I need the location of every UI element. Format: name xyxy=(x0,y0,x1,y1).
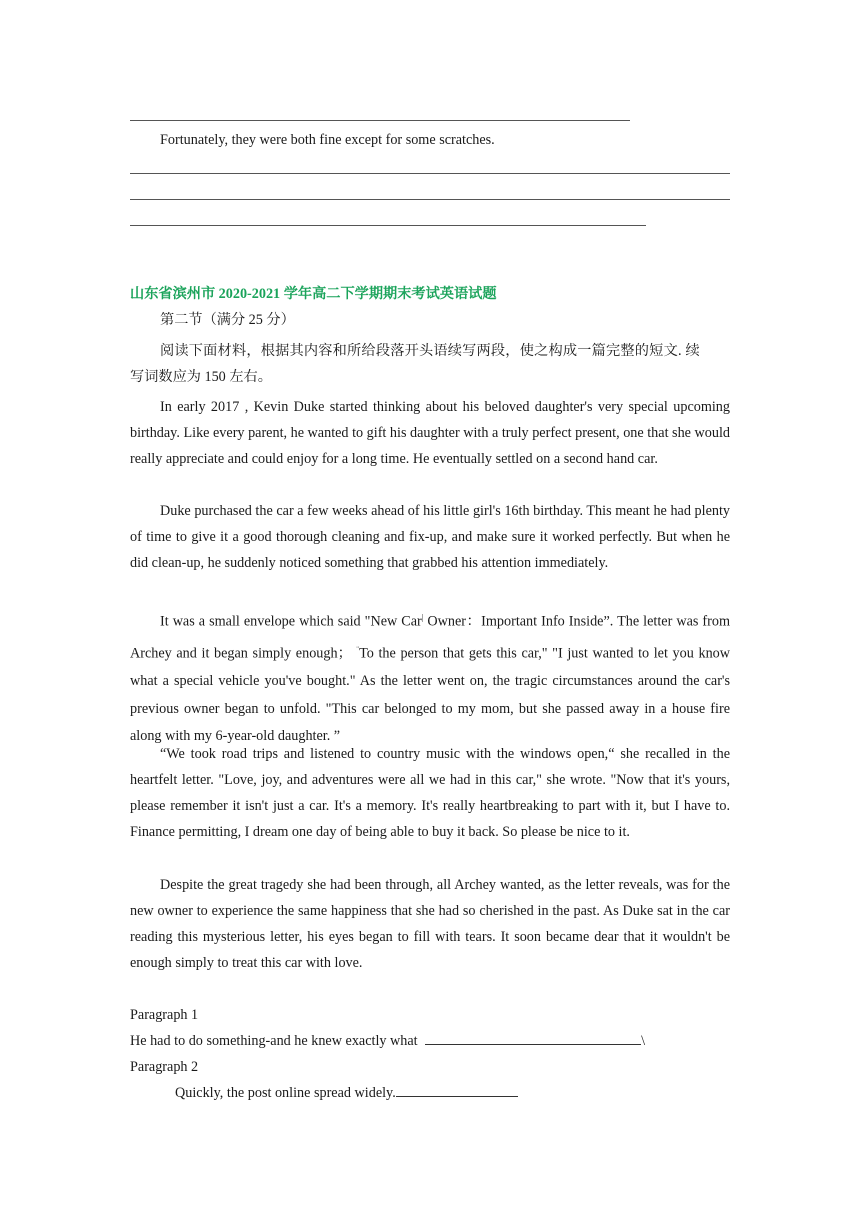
answer-line xyxy=(130,173,730,174)
paragraph-2-label: Paragraph 2 xyxy=(130,1059,199,1075)
paragraph-1-opening: He had to do something-and he knew exactly what \ xyxy=(130,1028,730,1054)
exam-title: 山东省滨州市 2020-2021 学年高二下学期期末考试英语试题 xyxy=(130,286,497,302)
answer-line xyxy=(130,225,646,226)
story-paragraph-1: In early 2017 , Kevin Duke started thinking about his beloved daughter's very special upcoming birthday. Like every parent, he wanted to gift his daughter with a truly perfect present, one that she would really appreciate and could enjoy for a long time. He eventually settled on a second hand car. xyxy=(130,399,730,467)
story-paragraph-3-part-b: Owner：Important Info Inside”. The letter was from Archey and it began simply enough； xyxy=(130,613,730,662)
story-paragraph-3-part-a: It was a small envelope which said "New Car xyxy=(160,613,422,630)
story-paragraph-4: “We took road trips and listened to country music with the windows open,“ she recalled in the heartfelt letter. "Love, joy, and adventures were all we had in this car," she wrote. "Now that it's yours, please remember it isn't just a car. It's a memory. It's really heartbreaking to part with it, but I have to. Finance permitting, I dream one day of being able to buy it back. So please be nice to it. xyxy=(130,746,730,840)
paragraph-2-opening: Quickly, the post online spread widely. xyxy=(130,1080,775,1106)
continuation-sentence: Fortunately, they were both fine except for some scratches. xyxy=(160,132,495,148)
story-paragraph-3: It was a small envelope which said "New Car| Owner：Important Info Inside”. The letter was from Archey and it began simply enough； ¨To the person that gets this car," "I just wanted to let you know what a special vehicle you've bought." As the letter went on, the tragic circumstances around the car's previous owner began to unfold. "This car belonged to my mom, but she passed away in a house fire along with my 6-year-old daughter. ” xyxy=(130,613,731,745)
paragraph-1-label: Paragraph 1 xyxy=(130,1007,199,1023)
story-paragraph-2: Duke purchased the car a few weeks ahead of his little girl's 16th birthday. This meant he had plenty of time to give it a good thorough cleaning and fix-up, and make sure it worked perfectly. But when he did clean-up, he suddenly noticed something that grabbed his attention immediately. xyxy=(130,503,730,571)
story-paragraph-3-part-c: To the person that gets this car," "I just wanted to let you know what a special vehicle you've bought." As the letter went on, the tragic circumstances around the car's previous owner began to unfold. "This car belonged to my mom, but she passed away in a house fire along with my 6-year-old daughter. ” xyxy=(130,645,731,745)
answer-line xyxy=(130,199,730,200)
section-subtitle: 第二节（满分 25 分） xyxy=(160,312,295,328)
instruction-line-2: 写词数应为 150 左右。 xyxy=(130,369,272,385)
instruction-line-1: 阅读下面材料，根据其内容和所给段落开头语续写两段，使之构成一篇完整的短文. 续 xyxy=(160,343,700,359)
answer-line xyxy=(130,120,630,121)
answer-blank[interactable] xyxy=(396,1082,518,1097)
answer-blank[interactable] xyxy=(425,1030,641,1045)
story-paragraph-5: Despite the great tragedy she had been through, all Archey wanted, as the letter reveals, was for the new owner to experience the same happiness that she had so cherished in the past. As Duke sat in the car reading this mysterious letter, his eyes began to fill with tears. It soon became dear that it wouldn't be enough simply to treat this car with love. xyxy=(130,877,730,971)
